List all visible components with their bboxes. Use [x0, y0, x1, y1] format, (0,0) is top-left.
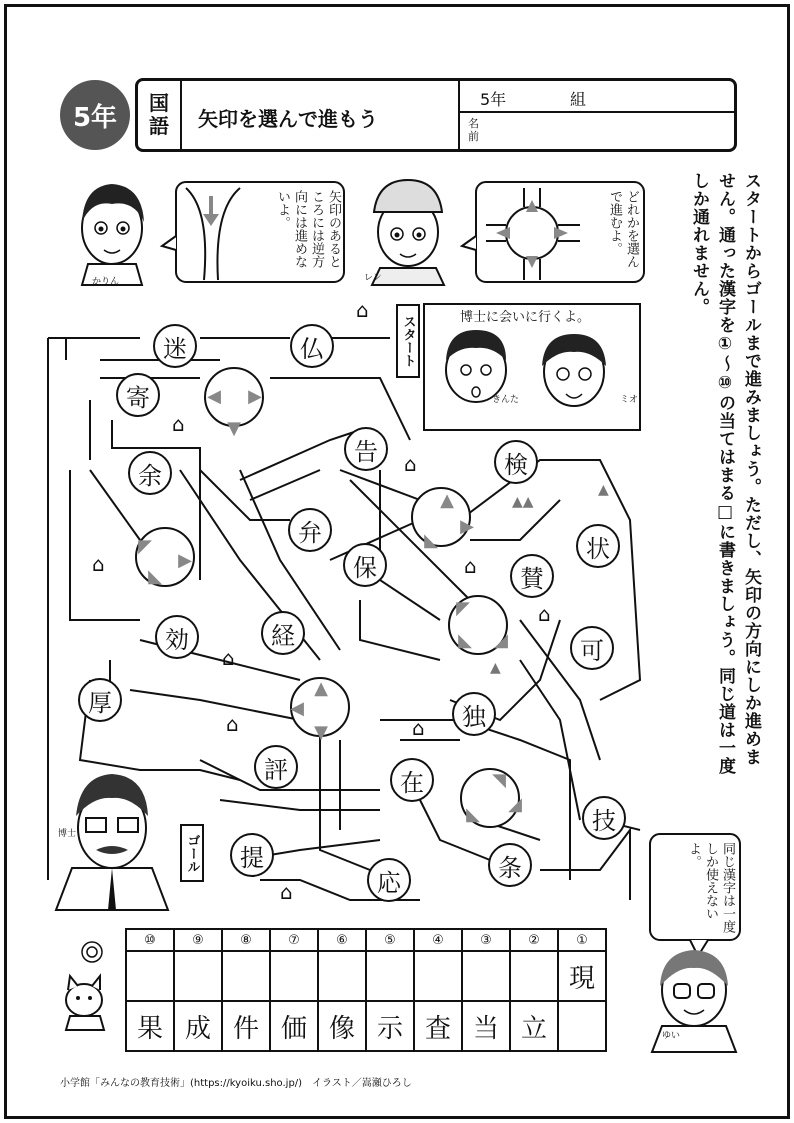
answer-number: ⑤	[366, 929, 414, 951]
arrow-downright-icon: ◢	[508, 794, 522, 815]
answer-write-row	[126, 951, 606, 1001]
answer-blank[interactable]	[270, 951, 318, 1001]
karin-bubble-text: 矢印のあるところには逆方向には進めないよ。	[275, 190, 341, 268]
maze-node: 在	[390, 758, 434, 802]
maze-node: 検	[494, 440, 538, 484]
house-icon: ⌂	[172, 412, 185, 436]
hakase-illustration	[56, 774, 168, 910]
yui-bubble-text: 同じ漢字は一度しか使えないよ。	[686, 842, 735, 933]
arrow-up-icon: ▲	[440, 490, 454, 511]
maze-node: 効	[155, 615, 199, 659]
answer-blank[interactable]	[414, 951, 462, 1001]
name-label: 名前	[468, 117, 479, 144]
cat-illustration	[66, 942, 104, 1030]
maze-node: 余	[128, 451, 172, 495]
subject-char-1: 国	[149, 91, 169, 115]
arrow-down-icon: ▼	[227, 418, 241, 439]
answer-number: ⑩	[126, 929, 174, 951]
answer-choice: 成	[174, 1001, 222, 1051]
footer-credit: 小学館「みんなの教育技術」(https://kyoiku.sho.jp/) イラスト／嵩瀬ひろし	[60, 1078, 412, 1089]
answer-number: ⑨	[174, 929, 222, 951]
arrow-downleft-icon: ◣	[424, 530, 438, 551]
answer-number: ⑥	[318, 929, 366, 951]
arrow-left-icon: ◀	[207, 386, 221, 407]
arrow-upleft-icon: ◤	[456, 598, 470, 619]
arrow-downleft-icon: ◣	[458, 630, 472, 651]
arrow-down-icon: ▼	[314, 722, 328, 743]
answer-choice: 果	[126, 1001, 174, 1051]
maze-node: 条	[488, 843, 532, 887]
worksheet-title: 矢印を選んで進もう	[198, 107, 378, 131]
answer-choice-row	[126, 1001, 606, 1051]
karin-name: かりん	[92, 277, 120, 287]
maze-node: 可	[570, 626, 614, 670]
answer-blank[interactable]	[462, 951, 510, 1001]
maze-node: 寄	[116, 373, 160, 417]
maze-node: 技	[582, 796, 626, 840]
kinta-mio-bubble-text: 博士に会いに行くよ。	[460, 310, 591, 325]
answer-choice: 当	[462, 1001, 510, 1051]
house-icon: ⌂	[356, 298, 369, 322]
goal-label: ゴール	[180, 824, 204, 882]
house-icon: ⌂	[226, 712, 239, 736]
yui-name: ゆい	[662, 1031, 681, 1041]
answer-blank[interactable]	[174, 951, 222, 1001]
arrow-upleft-icon: ◤	[138, 536, 152, 557]
tree-icon: ▲	[598, 482, 609, 498]
maze-node: 提	[230, 833, 274, 877]
answer-choice: 価	[270, 1001, 318, 1051]
tree-icon: ▲▲	[512, 494, 534, 510]
instructions-text: スタートからゴールまで進みましょう。ただし、矢印の方向にしか進めません。通った漢字を①～⑩の当てはまる□に書きましょう。同じ道は一度しか通れません。	[689, 172, 761, 775]
karin-illustration	[82, 184, 144, 285]
arrow-downright-icon: ◢	[494, 630, 508, 651]
answer-number: ⑧	[222, 929, 270, 951]
house-icon: ⌂	[280, 880, 293, 904]
maze-node: 保	[343, 543, 387, 587]
answer-number: ④	[414, 929, 462, 951]
house-icon: ⌂	[222, 646, 235, 670]
maze-node: 弁	[288, 508, 332, 552]
answer-choice	[558, 1001, 606, 1051]
answer-grid	[125, 928, 607, 1052]
maze-node: 賛	[510, 554, 554, 598]
answer-number: ⑦	[270, 929, 318, 951]
house-icon: ⌂	[92, 552, 105, 576]
maze-node: 評	[254, 745, 298, 789]
maze-node: 経	[261, 611, 305, 655]
answer-blank[interactable]	[366, 951, 414, 1001]
maze-node: 迷	[153, 324, 197, 368]
answer-choice: 示	[366, 1001, 414, 1051]
answer-choice: 査	[414, 1001, 462, 1051]
arrow-upright-icon: ◥	[492, 770, 506, 791]
class-kumi: 組	[570, 90, 587, 109]
answer-choice: 立	[510, 1001, 558, 1051]
house-icon: ⌂	[404, 452, 417, 476]
answer-number-row	[126, 929, 606, 951]
answer-blank[interactable]	[318, 951, 366, 1001]
arrow-up-icon: ▲	[314, 678, 328, 699]
arrow-downleft-icon: ◣	[148, 566, 162, 587]
answer-number: ③	[462, 929, 510, 951]
answer-choice: 像	[318, 1001, 366, 1051]
ren-bubble-text: どれかを選んで進むよ。	[607, 190, 639, 268]
answer-blank[interactable]	[222, 951, 270, 1001]
arrow-downleft-icon: ◣	[466, 804, 480, 825]
arrow-right-icon: ▶	[178, 550, 192, 571]
maze-node: 厚	[78, 678, 122, 722]
kinta-name: きんた	[492, 395, 520, 405]
start-label: スタート	[396, 304, 420, 378]
answer-blank[interactable]	[126, 951, 174, 1001]
grade-badge: 5年	[60, 80, 130, 150]
maze-node: 独	[452, 692, 496, 736]
ren-illustration	[372, 180, 444, 285]
house-icon: ⌂	[412, 716, 425, 740]
answer-number: ②	[510, 929, 558, 951]
answer-number: ①	[558, 929, 606, 951]
subject-char-2: 語	[149, 114, 169, 138]
answer-blank[interactable]	[510, 951, 558, 1001]
mio-name: ミオ	[620, 395, 639, 405]
maze-node: 状	[576, 524, 620, 568]
house-icon: ⌂	[464, 554, 477, 578]
answer-choice: 件	[222, 1001, 270, 1051]
answer-blank[interactable]: 現	[558, 951, 606, 1001]
arrow-right-icon: ▶	[248, 386, 262, 407]
maze-node: 告	[344, 427, 388, 471]
arrow-left-icon: ◀	[290, 698, 304, 719]
hakase-name: 博士	[58, 829, 77, 839]
ren-name: レン	[364, 273, 382, 283]
class-grade: 5年	[480, 90, 507, 109]
tree-icon: ▲	[490, 660, 501, 676]
maze-node: 仏	[290, 324, 334, 368]
arrow-right-icon: ▶	[460, 516, 474, 537]
maze-node: 応	[367, 858, 411, 902]
house-icon: ⌂	[538, 602, 551, 626]
